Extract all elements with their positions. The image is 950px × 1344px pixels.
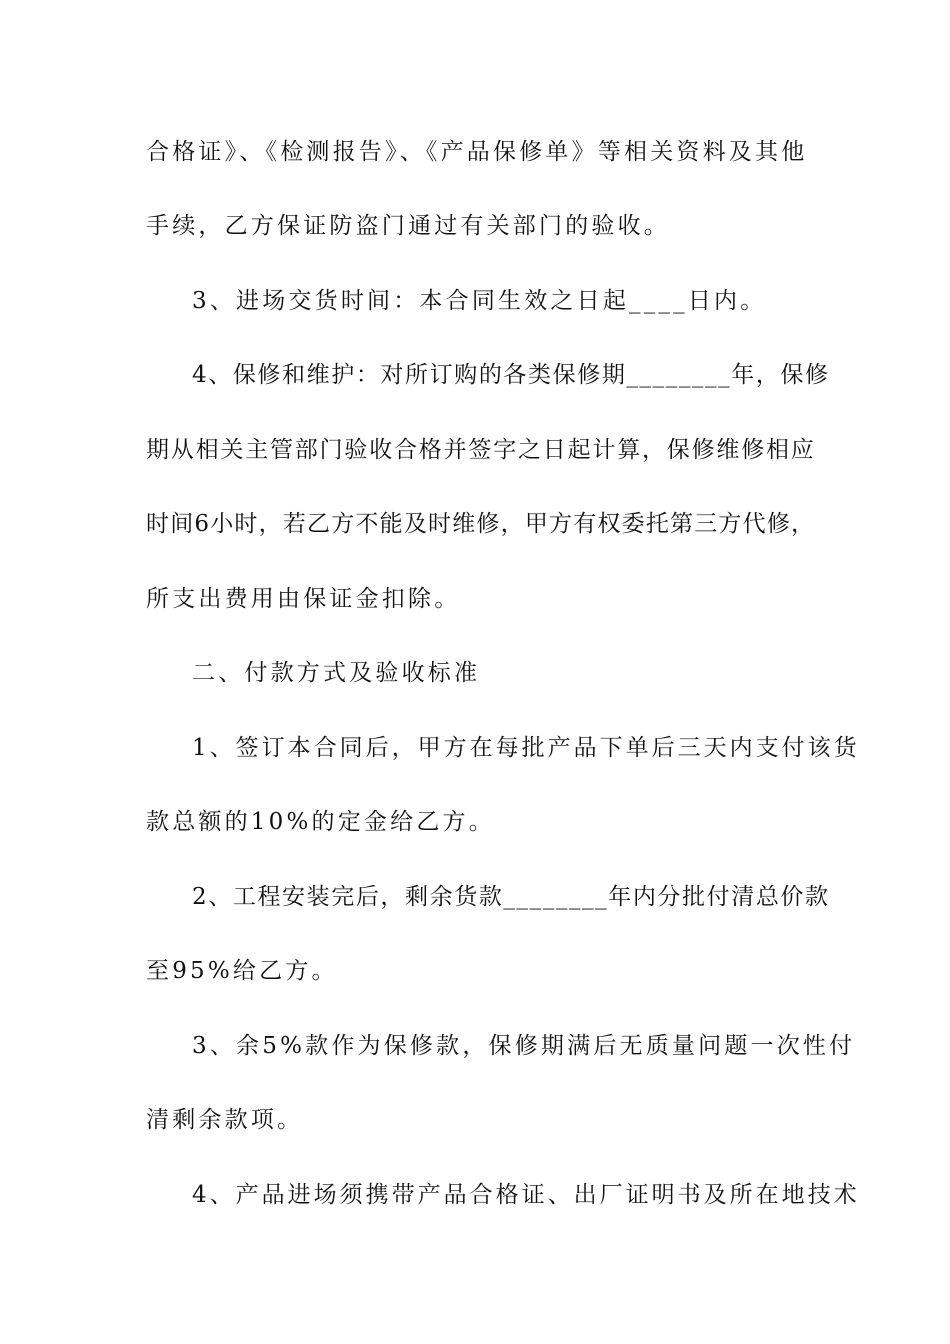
text-line-5: 期从相关主管部门验收合格并签字之日起计算，保修维修相应 [146, 437, 816, 463]
text-line-4: 4、保修和维护：对所订购的各类保修期________年，保修 [192, 362, 830, 388]
text-line-9: 1、签订本合同后，甲方在每批产品下单后三天内支付该货 [192, 735, 860, 761]
text-line-7: 所支出费用由保证金扣除。 [146, 586, 461, 612]
text-line-6: 时间6小时，若乙方不能及时维修，甲方有权委托第三方代修， [146, 511, 816, 537]
text-line-11: 2、工程安装完后，剩余货款________年内分批付清总价款 [192, 884, 830, 910]
text-line-15: 4、产品进场须携带产品合格证、出厂证明书及所在地技术 [192, 1182, 860, 1208]
text-line-2: 手续，乙方保证防盗门通过有关部门的验收。 [146, 213, 670, 239]
section-heading: 二、付款方式及验收标准 [192, 660, 481, 686]
text-line-12: 至95%给乙方。 [146, 958, 338, 984]
text-line-13: 3、余5%款作为保修款，保修期满后无质量问题一次性付 [192, 1033, 856, 1059]
text-line-10: 款总额的10%的定金给乙方。 [146, 809, 495, 835]
text-line-14: 清剩余款项。 [146, 1107, 304, 1133]
text-line-3: 3、进场交货时间：本合同生效之日起____日内。 [192, 288, 767, 314]
text-line-1: 合格证》、《检测报告》、《产品保修单》等相关资料及其他 [146, 139, 808, 165]
